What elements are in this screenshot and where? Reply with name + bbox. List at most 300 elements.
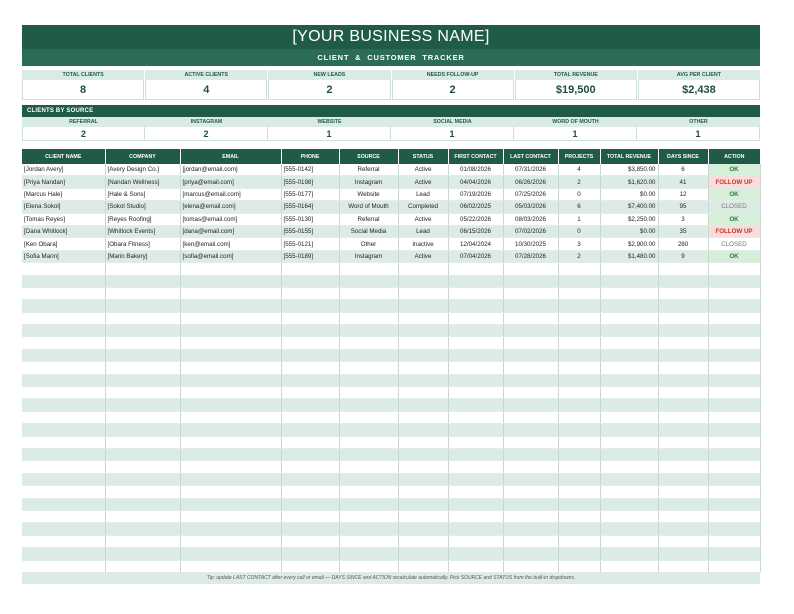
projects-cell[interactable]: 4 bbox=[558, 164, 600, 176]
phone-cell[interactable] bbox=[281, 362, 339, 374]
last-contact-cell[interactable] bbox=[503, 560, 558, 572]
table-row[interactable] bbox=[22, 535, 760, 547]
source-cell[interactable] bbox=[339, 263, 398, 275]
phone-cell[interactable] bbox=[281, 325, 339, 337]
phone-cell[interactable] bbox=[281, 560, 339, 572]
table-row[interactable] bbox=[22, 548, 760, 560]
table-row[interactable] bbox=[22, 399, 760, 411]
source-cell[interactable] bbox=[339, 387, 398, 399]
first-contact-cell[interactable] bbox=[448, 374, 503, 386]
source-cell[interactable] bbox=[339, 448, 398, 460]
projects-cell[interactable]: 2 bbox=[558, 250, 600, 262]
source-cell[interactable] bbox=[339, 473, 398, 485]
action-cell[interactable] bbox=[708, 548, 760, 560]
first-contact-cell[interactable] bbox=[448, 275, 503, 287]
company-cell[interactable] bbox=[105, 436, 180, 448]
source-cell[interactable] bbox=[339, 498, 398, 510]
column-header-source[interactable]: SOURCE bbox=[339, 149, 398, 164]
revenue-cell[interactable] bbox=[600, 560, 658, 572]
source-cell[interactable]: Instagram bbox=[339, 176, 398, 188]
email-cell[interactable] bbox=[180, 362, 281, 374]
projects-cell[interactable] bbox=[558, 349, 600, 361]
source-cell[interactable]: Instagram bbox=[339, 250, 398, 262]
table-row[interactable] bbox=[22, 560, 760, 572]
first-contact-cell[interactable] bbox=[448, 300, 503, 312]
days-since-cell[interactable] bbox=[658, 312, 708, 324]
days-since-cell[interactable] bbox=[658, 486, 708, 498]
source-cell[interactable]: Other bbox=[339, 238, 398, 250]
company-cell[interactable]: [Whitlock Events] bbox=[105, 225, 180, 237]
days-since-cell[interactable] bbox=[658, 325, 708, 337]
source-cell[interactable] bbox=[339, 424, 398, 436]
client-name-cell[interactable] bbox=[22, 287, 105, 299]
source-cell[interactable] bbox=[339, 510, 398, 522]
table-row[interactable] bbox=[22, 362, 760, 374]
first-contact-cell[interactable]: 12/04/2024 bbox=[448, 238, 503, 250]
last-contact-cell[interactable] bbox=[503, 275, 558, 287]
first-contact-cell[interactable] bbox=[448, 287, 503, 299]
revenue-cell[interactable] bbox=[600, 399, 658, 411]
action-cell[interactable] bbox=[708, 275, 760, 287]
company-cell[interactable] bbox=[105, 411, 180, 423]
phone-cell[interactable] bbox=[281, 486, 339, 498]
days-since-cell[interactable] bbox=[658, 263, 708, 275]
table-row[interactable] bbox=[22, 250, 760, 262]
table-row[interactable] bbox=[22, 201, 760, 213]
source-cell[interactable] bbox=[339, 486, 398, 498]
status-cell[interactable] bbox=[398, 523, 448, 535]
action-cell[interactable] bbox=[708, 448, 760, 460]
phone-cell[interactable]: [555-0164] bbox=[281, 201, 339, 213]
last-contact-cell[interactable] bbox=[503, 411, 558, 423]
last-contact-cell[interactable] bbox=[503, 424, 558, 436]
days-since-cell[interactable]: 6 bbox=[658, 164, 708, 176]
last-contact-cell[interactable] bbox=[503, 362, 558, 374]
status-cell[interactable]: Lead bbox=[398, 225, 448, 237]
source-cell[interactable]: Referral bbox=[339, 213, 398, 225]
action-cell[interactable] bbox=[708, 486, 760, 498]
source-count[interactable]: 1 bbox=[391, 127, 514, 141]
days-since-cell[interactable] bbox=[658, 523, 708, 535]
email-cell[interactable] bbox=[180, 411, 281, 423]
company-cell[interactable] bbox=[105, 374, 180, 386]
action-cell[interactable] bbox=[708, 411, 760, 423]
last-contact-cell[interactable] bbox=[503, 498, 558, 510]
days-since-cell[interactable] bbox=[658, 374, 708, 386]
action-cell[interactable] bbox=[708, 287, 760, 299]
phone-cell[interactable]: [555-0130] bbox=[281, 213, 339, 225]
phone-cell[interactable] bbox=[281, 411, 339, 423]
phone-cell[interactable] bbox=[281, 548, 339, 560]
company-cell[interactable] bbox=[105, 461, 180, 473]
client-name-cell[interactable] bbox=[22, 560, 105, 572]
table-row[interactable] bbox=[22, 337, 760, 349]
days-since-cell[interactable] bbox=[658, 461, 708, 473]
table-row[interactable] bbox=[22, 287, 760, 299]
email-cell[interactable] bbox=[180, 300, 281, 312]
last-contact-cell[interactable]: 07/28/2026 bbox=[503, 250, 558, 262]
first-contact-cell[interactable] bbox=[448, 498, 503, 510]
phone-cell[interactable] bbox=[281, 337, 339, 349]
phone-cell[interactable] bbox=[281, 275, 339, 287]
last-contact-cell[interactable]: 07/31/2026 bbox=[503, 164, 558, 176]
days-since-cell[interactable] bbox=[658, 560, 708, 572]
email-cell[interactable]: [sofia@email.com] bbox=[180, 250, 281, 262]
days-since-cell[interactable] bbox=[658, 300, 708, 312]
source-cell[interactable] bbox=[339, 362, 398, 374]
status-cell[interactable] bbox=[398, 461, 448, 473]
source-count[interactable]: 1 bbox=[637, 127, 760, 141]
table-row[interactable] bbox=[22, 448, 760, 460]
action-cell[interactable] bbox=[708, 523, 760, 535]
email-cell[interactable]: [marcus@email.com] bbox=[180, 188, 281, 200]
source-cell[interactable] bbox=[339, 275, 398, 287]
projects-cell[interactable] bbox=[558, 473, 600, 485]
last-contact-cell[interactable]: 08/03/2026 bbox=[503, 213, 558, 225]
revenue-cell[interactable] bbox=[600, 263, 658, 275]
email-cell[interactable] bbox=[180, 560, 281, 572]
company-cell[interactable]: [Nandan Wellness] bbox=[105, 176, 180, 188]
first-contact-cell[interactable] bbox=[448, 560, 503, 572]
last-contact-cell[interactable] bbox=[503, 374, 558, 386]
client-name-cell[interactable]: [Dana Whitlock] bbox=[22, 225, 105, 237]
projects-cell[interactable] bbox=[558, 461, 600, 473]
phone-cell[interactable] bbox=[281, 535, 339, 547]
action-cell[interactable] bbox=[708, 300, 760, 312]
last-contact-cell[interactable]: 06/26/2026 bbox=[503, 176, 558, 188]
action-cell[interactable] bbox=[708, 337, 760, 349]
last-contact-cell[interactable] bbox=[503, 387, 558, 399]
email-cell[interactable]: [dana@email.com] bbox=[180, 225, 281, 237]
projects-cell[interactable] bbox=[558, 362, 600, 374]
last-contact-cell[interactable] bbox=[503, 535, 558, 547]
source-cell[interactable] bbox=[339, 287, 398, 299]
projects-cell[interactable] bbox=[558, 411, 600, 423]
status-cell[interactable] bbox=[398, 424, 448, 436]
kpi-value[interactable]: 4 bbox=[145, 80, 267, 100]
client-name-cell[interactable] bbox=[22, 263, 105, 275]
source-cell[interactable] bbox=[339, 436, 398, 448]
revenue-cell[interactable]: $3,850.00 bbox=[600, 164, 658, 176]
source-cell[interactable] bbox=[339, 337, 398, 349]
table-row[interactable] bbox=[22, 486, 760, 498]
action-cell[interactable] bbox=[708, 263, 760, 275]
status-cell[interactable] bbox=[398, 535, 448, 547]
source-count[interactable]: 1 bbox=[514, 127, 637, 141]
kpi-value[interactable]: $19,500 bbox=[515, 80, 637, 100]
revenue-cell[interactable] bbox=[600, 300, 658, 312]
email-cell[interactable] bbox=[180, 535, 281, 547]
company-cell[interactable]: [Sokol Studio] bbox=[105, 201, 180, 213]
projects-cell[interactable]: 1 bbox=[558, 213, 600, 225]
email-cell[interactable] bbox=[180, 325, 281, 337]
days-since-cell[interactable] bbox=[658, 275, 708, 287]
client-name-cell[interactable] bbox=[22, 473, 105, 485]
projects-cell[interactable] bbox=[558, 486, 600, 498]
client-name-cell[interactable] bbox=[22, 411, 105, 423]
phone-cell[interactable] bbox=[281, 374, 339, 386]
company-cell[interactable] bbox=[105, 486, 180, 498]
email-cell[interactable] bbox=[180, 374, 281, 386]
source-cell[interactable] bbox=[339, 411, 398, 423]
company-cell[interactable]: [Reyes Roofing] bbox=[105, 213, 180, 225]
table-row[interactable] bbox=[22, 312, 760, 324]
projects-cell[interactable] bbox=[558, 300, 600, 312]
email-cell[interactable]: [ken@email.com] bbox=[180, 238, 281, 250]
phone-cell[interactable]: [555-0121] bbox=[281, 238, 339, 250]
last-contact-cell[interactable] bbox=[503, 263, 558, 275]
source-cell[interactable]: Referral bbox=[339, 164, 398, 176]
company-cell[interactable] bbox=[105, 448, 180, 460]
status-cell[interactable] bbox=[398, 287, 448, 299]
projects-cell[interactable]: 0 bbox=[558, 188, 600, 200]
kpi-value[interactable]: $2,438 bbox=[638, 80, 760, 100]
days-since-cell[interactable] bbox=[658, 387, 708, 399]
last-contact-cell[interactable] bbox=[503, 473, 558, 485]
revenue-cell[interactable] bbox=[600, 424, 658, 436]
revenue-cell[interactable] bbox=[600, 498, 658, 510]
column-header-projects[interactable]: PROJECTS bbox=[558, 149, 600, 164]
days-since-cell[interactable] bbox=[658, 411, 708, 423]
revenue-cell[interactable] bbox=[600, 275, 658, 287]
days-since-cell[interactable] bbox=[658, 436, 708, 448]
action-cell[interactable]: CLOSED bbox=[708, 201, 760, 213]
table-row[interactable] bbox=[22, 225, 760, 237]
action-cell[interactable] bbox=[708, 436, 760, 448]
action-cell[interactable] bbox=[708, 560, 760, 572]
source-cell[interactable]: Website bbox=[339, 188, 398, 200]
status-cell[interactable] bbox=[398, 349, 448, 361]
status-cell[interactable] bbox=[398, 548, 448, 560]
first-contact-cell[interactable] bbox=[448, 486, 503, 498]
revenue-cell[interactable] bbox=[600, 411, 658, 423]
client-name-cell[interactable] bbox=[22, 448, 105, 460]
company-cell[interactable] bbox=[105, 312, 180, 324]
table-row[interactable] bbox=[22, 164, 760, 176]
action-cell[interactable] bbox=[708, 535, 760, 547]
projects-cell[interactable] bbox=[558, 387, 600, 399]
table-row[interactable] bbox=[22, 523, 760, 535]
first-contact-cell[interactable] bbox=[448, 337, 503, 349]
revenue-cell[interactable] bbox=[600, 473, 658, 485]
client-name-cell[interactable] bbox=[22, 436, 105, 448]
last-contact-cell[interactable]: 07/02/2026 bbox=[503, 225, 558, 237]
last-contact-cell[interactable] bbox=[503, 287, 558, 299]
status-cell[interactable]: Completed bbox=[398, 201, 448, 213]
email-cell[interactable] bbox=[180, 486, 281, 498]
table-row[interactable] bbox=[22, 498, 760, 510]
projects-cell[interactable] bbox=[558, 263, 600, 275]
days-since-cell[interactable]: 12 bbox=[658, 188, 708, 200]
table-row[interactable] bbox=[22, 176, 760, 188]
last-contact-cell[interactable] bbox=[503, 349, 558, 361]
action-cell[interactable]: OK bbox=[708, 250, 760, 262]
client-name-cell[interactable]: [Jordan Avery] bbox=[22, 164, 105, 176]
revenue-cell[interactable] bbox=[600, 436, 658, 448]
action-cell[interactable] bbox=[708, 498, 760, 510]
revenue-cell[interactable] bbox=[600, 548, 658, 560]
projects-cell[interactable] bbox=[558, 498, 600, 510]
status-cell[interactable] bbox=[398, 399, 448, 411]
action-cell[interactable]: FOLLOW UP bbox=[708, 225, 760, 237]
email-cell[interactable]: [priya@email.com] bbox=[180, 176, 281, 188]
email-cell[interactable]: [elena@email.com] bbox=[180, 201, 281, 213]
last-contact-cell[interactable] bbox=[503, 325, 558, 337]
status-cell[interactable] bbox=[398, 275, 448, 287]
column-header-client-name[interactable]: CLIENT NAME bbox=[22, 149, 105, 164]
client-name-cell[interactable]: [Sofia Marin] bbox=[22, 250, 105, 262]
table-row[interactable] bbox=[22, 461, 760, 473]
action-cell[interactable]: OK bbox=[708, 213, 760, 225]
first-contact-cell[interactable] bbox=[448, 448, 503, 460]
days-since-cell[interactable]: 35 bbox=[658, 225, 708, 237]
client-name-cell[interactable] bbox=[22, 275, 105, 287]
email-cell[interactable] bbox=[180, 337, 281, 349]
source-cell[interactable] bbox=[339, 349, 398, 361]
action-cell[interactable] bbox=[708, 424, 760, 436]
status-cell[interactable] bbox=[398, 560, 448, 572]
last-contact-cell[interactable] bbox=[503, 523, 558, 535]
source-cell[interactable] bbox=[339, 461, 398, 473]
company-cell[interactable] bbox=[105, 287, 180, 299]
last-contact-cell[interactable] bbox=[503, 312, 558, 324]
source-cell[interactable] bbox=[339, 374, 398, 386]
company-cell[interactable]: [Avery Design Co.] bbox=[105, 164, 180, 176]
projects-cell[interactable] bbox=[558, 312, 600, 324]
action-cell[interactable] bbox=[708, 473, 760, 485]
first-contact-cell[interactable] bbox=[448, 349, 503, 361]
projects-cell[interactable] bbox=[558, 535, 600, 547]
company-cell[interactable]: [Hale & Sons] bbox=[105, 188, 180, 200]
revenue-cell[interactable] bbox=[600, 510, 658, 522]
company-cell[interactable] bbox=[105, 535, 180, 547]
first-contact-cell[interactable] bbox=[448, 535, 503, 547]
days-since-cell[interactable] bbox=[658, 498, 708, 510]
column-header-first-contact[interactable]: FIRST CONTACT bbox=[448, 149, 503, 164]
last-contact-cell[interactable] bbox=[503, 461, 558, 473]
table-row[interactable] bbox=[22, 213, 760, 225]
client-name-cell[interactable]: [Elena Sokol] bbox=[22, 201, 105, 213]
email-cell[interactable] bbox=[180, 312, 281, 324]
phone-cell[interactable] bbox=[281, 349, 339, 361]
company-cell[interactable] bbox=[105, 300, 180, 312]
first-contact-cell[interactable] bbox=[448, 436, 503, 448]
client-name-cell[interactable] bbox=[22, 362, 105, 374]
projects-cell[interactable]: 2 bbox=[558, 176, 600, 188]
client-name-cell[interactable] bbox=[22, 548, 105, 560]
table-row[interactable] bbox=[22, 325, 760, 337]
client-name-cell[interactable] bbox=[22, 424, 105, 436]
status-cell[interactable]: Lead bbox=[398, 188, 448, 200]
first-contact-cell[interactable] bbox=[448, 461, 503, 473]
revenue-cell[interactable] bbox=[600, 486, 658, 498]
status-cell[interactable] bbox=[398, 300, 448, 312]
company-cell[interactable] bbox=[105, 548, 180, 560]
revenue-cell[interactable]: $1,480.00 bbox=[600, 250, 658, 262]
days-since-cell[interactable] bbox=[658, 510, 708, 522]
company-cell[interactable] bbox=[105, 498, 180, 510]
revenue-cell[interactable] bbox=[600, 523, 658, 535]
status-cell[interactable] bbox=[398, 362, 448, 374]
email-cell[interactable] bbox=[180, 498, 281, 510]
source-cell[interactable] bbox=[339, 300, 398, 312]
email-cell[interactable] bbox=[180, 263, 281, 275]
company-cell[interactable]: [Marin Bakery] bbox=[105, 250, 180, 262]
projects-cell[interactable]: 0 bbox=[558, 225, 600, 237]
days-since-cell[interactable] bbox=[658, 399, 708, 411]
projects-cell[interactable] bbox=[558, 374, 600, 386]
revenue-cell[interactable] bbox=[600, 535, 658, 547]
table-row[interactable] bbox=[22, 238, 760, 250]
action-cell[interactable] bbox=[708, 374, 760, 386]
status-cell[interactable] bbox=[398, 387, 448, 399]
first-contact-cell[interactable] bbox=[448, 424, 503, 436]
email-cell[interactable] bbox=[180, 461, 281, 473]
action-cell[interactable] bbox=[708, 510, 760, 522]
kpi-value[interactable]: 2 bbox=[268, 80, 390, 100]
first-contact-cell[interactable]: 07/04/2026 bbox=[448, 250, 503, 262]
column-header-phone[interactable]: PHONE bbox=[281, 149, 339, 164]
revenue-cell[interactable]: $2,900.00 bbox=[600, 238, 658, 250]
revenue-cell[interactable] bbox=[600, 325, 658, 337]
days-since-cell[interactable] bbox=[658, 448, 708, 460]
table-row[interactable] bbox=[22, 436, 760, 448]
source-cell[interactable] bbox=[339, 535, 398, 547]
source-cell[interactable] bbox=[339, 325, 398, 337]
email-cell[interactable]: [jordan@email.com] bbox=[180, 164, 281, 176]
status-cell[interactable]: Inactive bbox=[398, 238, 448, 250]
status-cell[interactable] bbox=[398, 436, 448, 448]
days-since-cell[interactable] bbox=[658, 548, 708, 560]
first-contact-cell[interactable]: 04/04/2026 bbox=[448, 176, 503, 188]
projects-cell[interactable] bbox=[558, 523, 600, 535]
projects-cell[interactable]: 6 bbox=[558, 201, 600, 213]
table-row[interactable] bbox=[22, 349, 760, 361]
client-name-cell[interactable] bbox=[22, 374, 105, 386]
kpi-value[interactable]: 8 bbox=[22, 80, 144, 100]
client-name-cell[interactable] bbox=[22, 498, 105, 510]
phone-cell[interactable] bbox=[281, 510, 339, 522]
status-cell[interactable]: Active bbox=[398, 213, 448, 225]
email-cell[interactable] bbox=[180, 448, 281, 460]
last-contact-cell[interactable]: 07/25/2026 bbox=[503, 188, 558, 200]
action-cell[interactable] bbox=[708, 312, 760, 324]
first-contact-cell[interactable]: 07/19/2026 bbox=[448, 188, 503, 200]
table-row[interactable] bbox=[22, 473, 760, 485]
column-header-last-contact[interactable]: LAST CONTACT bbox=[503, 149, 558, 164]
last-contact-cell[interactable] bbox=[503, 300, 558, 312]
revenue-cell[interactable]: $0.00 bbox=[600, 188, 658, 200]
phone-cell[interactable]: [555-0198] bbox=[281, 176, 339, 188]
status-cell[interactable] bbox=[398, 312, 448, 324]
revenue-cell[interactable] bbox=[600, 362, 658, 374]
projects-cell[interactable] bbox=[558, 287, 600, 299]
phone-cell[interactable] bbox=[281, 287, 339, 299]
status-cell[interactable]: Active bbox=[398, 164, 448, 176]
first-contact-cell[interactable] bbox=[448, 312, 503, 324]
status-cell[interactable] bbox=[398, 510, 448, 522]
projects-cell[interactable] bbox=[558, 436, 600, 448]
status-cell[interactable] bbox=[398, 448, 448, 460]
client-name-cell[interactable] bbox=[22, 387, 105, 399]
client-name-cell[interactable] bbox=[22, 510, 105, 522]
status-cell[interactable] bbox=[398, 263, 448, 275]
days-since-cell[interactable]: 280 bbox=[658, 238, 708, 250]
days-since-cell[interactable]: 9 bbox=[658, 250, 708, 262]
projects-cell[interactable] bbox=[558, 448, 600, 460]
revenue-cell[interactable] bbox=[600, 374, 658, 386]
first-contact-cell[interactable] bbox=[448, 263, 503, 275]
